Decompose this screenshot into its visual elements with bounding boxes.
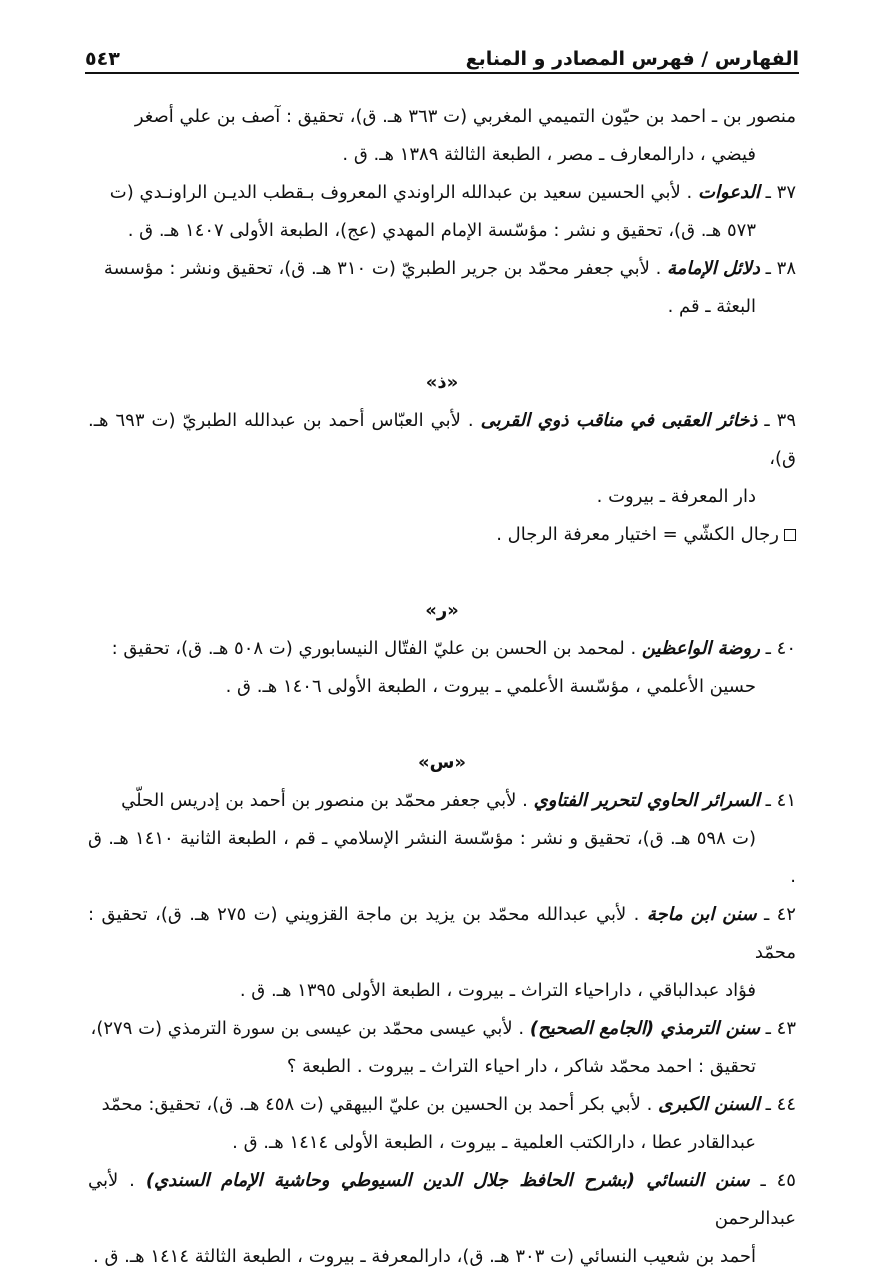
entry-number: ٤٣ ـ [765,1018,796,1039]
cross-reference: رجال الكشّي = اختيار معرفة الرجال . [88,516,796,554]
section-heading-ra: «ر» [425,600,459,621]
section-heading-dhal: «ذ» [425,372,459,393]
entry-number: ٣٧ ـ [765,182,796,203]
bibliography-list [88,98,796,1276]
entry-title: سنن ابن ماجة [646,904,757,925]
entry-number: ٤٠ ـ [765,638,796,659]
list-item: ٤٥ ـ سنن النسائي (بشرح الحافظ جلال الدين السيوطي وحاشية الإمام السندي) . لأبي عبدالرحمن أحمد بن شعيب النسائي (ت ٣٠٣ هـ. ق)، دارالمعرفة ـ بيروت ، الطبعة الثالثة ١٤١٤ هـ. ق . [88,1170,796,1267]
list-item: ٣٧ ـ الدعوات . لأبي الحسين سعيد بن عبدالله الراوندي المعروف بـقطب الديـن الراونـدي (ت ٥٧٣ هـ. ق)، تحقيق و نشر : مؤسّسة الإمام المهدي (عج)، الطبعة الأولى ١٤٠٧ هـ. ق . [109,182,796,241]
entry-title: السرائر الحاوي لتحرير الفتاوي [533,790,760,811]
section-heading-sin: «س» [417,752,467,773]
entry-number: ٣٩ ـ [764,410,796,431]
list-item: ٤٢ ـ سنن ابن ماجة . لأبي عبدالله محمّد بن يزيد بن ماجة القزويني (ت ٢٧٥ هـ. ق)، تحقيق : محمّد فؤاد عبدالباقي ، داراحياء التراث ـ بيروت ، الطبعة الأولى ١٣٩٥ هـ. ق . [88,904,796,1001]
entry-number: ٤٤ ـ [765,1094,796,1115]
entry-title: دلائل الإمامة [667,258,760,279]
list-item: ٣٩ ـ ذخائر العقبى في مناقب ذوي القربى . لأبي العبّاس أحمد بن عبدالله الطبريّ (ت ٦٩٣ هـ. ق)، دار المعرفة ـ بيروت . [88,410,796,507]
entry-number: ٤٥ ـ [760,1170,796,1191]
page-number: ٥٤٣ [85,48,120,70]
entry-number: ٣٨ ـ [765,258,796,279]
entry-title: الدعوات [698,182,760,203]
list-item: ٤١ ـ السرائر الحاوي لتحرير الفتاوي . لأبي جعفر محمّد بن منصور بن أحمد بن إدريس الحلّي (ت ٥٩٨ هـ. ق)، تحقيق و نشر : مؤسّسة النشر الإسلامي ـ قم ، الطبعة الثانية ١٤١٠ هـ. ق . [88,790,796,887]
entry-title: سنن النسائي (بشرح الحافظ جلال الدين السيوطي وحاشية الإمام السندي) [145,1170,750,1191]
list-item: منصور بن ـ احمد بن حيّون التميمي المغربي (ت ٣٦٣ هـ. ق)، تحقيق : آصف بن علي أصغر فيضي ، دارالمعارف ـ مصر ، الطبعة الثالثة ١٣٨٩ هـ. ق . [134,106,796,165]
list-item: ٤٣ ـ سنن الترمذي (الجامع الصحيح) . لأبي عيسى محمّد بن عيسى بن سورة الترمذي (ت ٢٧٩)، تحقيق : احمد محمّد شاكر ، دار احياء التراث ـ بيروت . الطبعة ؟ [90,1018,796,1077]
square-bullet-icon [784,529,796,541]
entry-title: ذخائر العقبى في مناقب ذوي القربى [480,410,758,431]
entry-title: روضة الواعظين [641,638,760,659]
page-header [85,36,799,74]
entry-number: ٤٢ ـ [763,904,796,925]
entry-number: ٤١ ـ [765,790,796,811]
entry-title: السنن الكبرى [658,1094,760,1115]
list-item: ٣٨ ـ دلائل الإمامة . لأبي جعفر محمّد بن جرير الطبريّ (ت ٣١٠ هـ. ق)، تحقيق ونشر : مؤسسة البعثة ـ قم . [103,258,796,317]
running-title: الفهارس / فهرس المصادر و المنابع [465,48,799,70]
list-item: ٤٠ ـ روضة الواعظين . لمحمد بن الحسن بن عليّ الفتّال النيسابوري (ت ٥٠٨ هـ. ق)، تحقيق : حسين الأعلمي ، مؤسّسة الأعلمي ـ بيروت ، الطبعة الأولى ١٤٠٦ هـ. ق . [111,638,796,697]
entry-title: سنن الترمذي (الجامع الصحيح) [529,1018,760,1039]
list-item: ٤٤ ـ السنن الكبرى . لأبي بكر أحمد بن الحسين بن عليّ البيهقي (ت ٤٥٨ هـ. ق)، تحقيق: محمّد عبدالقادر عطا ، دارالكتب العلمية ـ بيروت ، الطبعة الأولى ١٤١٤ هـ. ق . [101,1094,796,1153]
